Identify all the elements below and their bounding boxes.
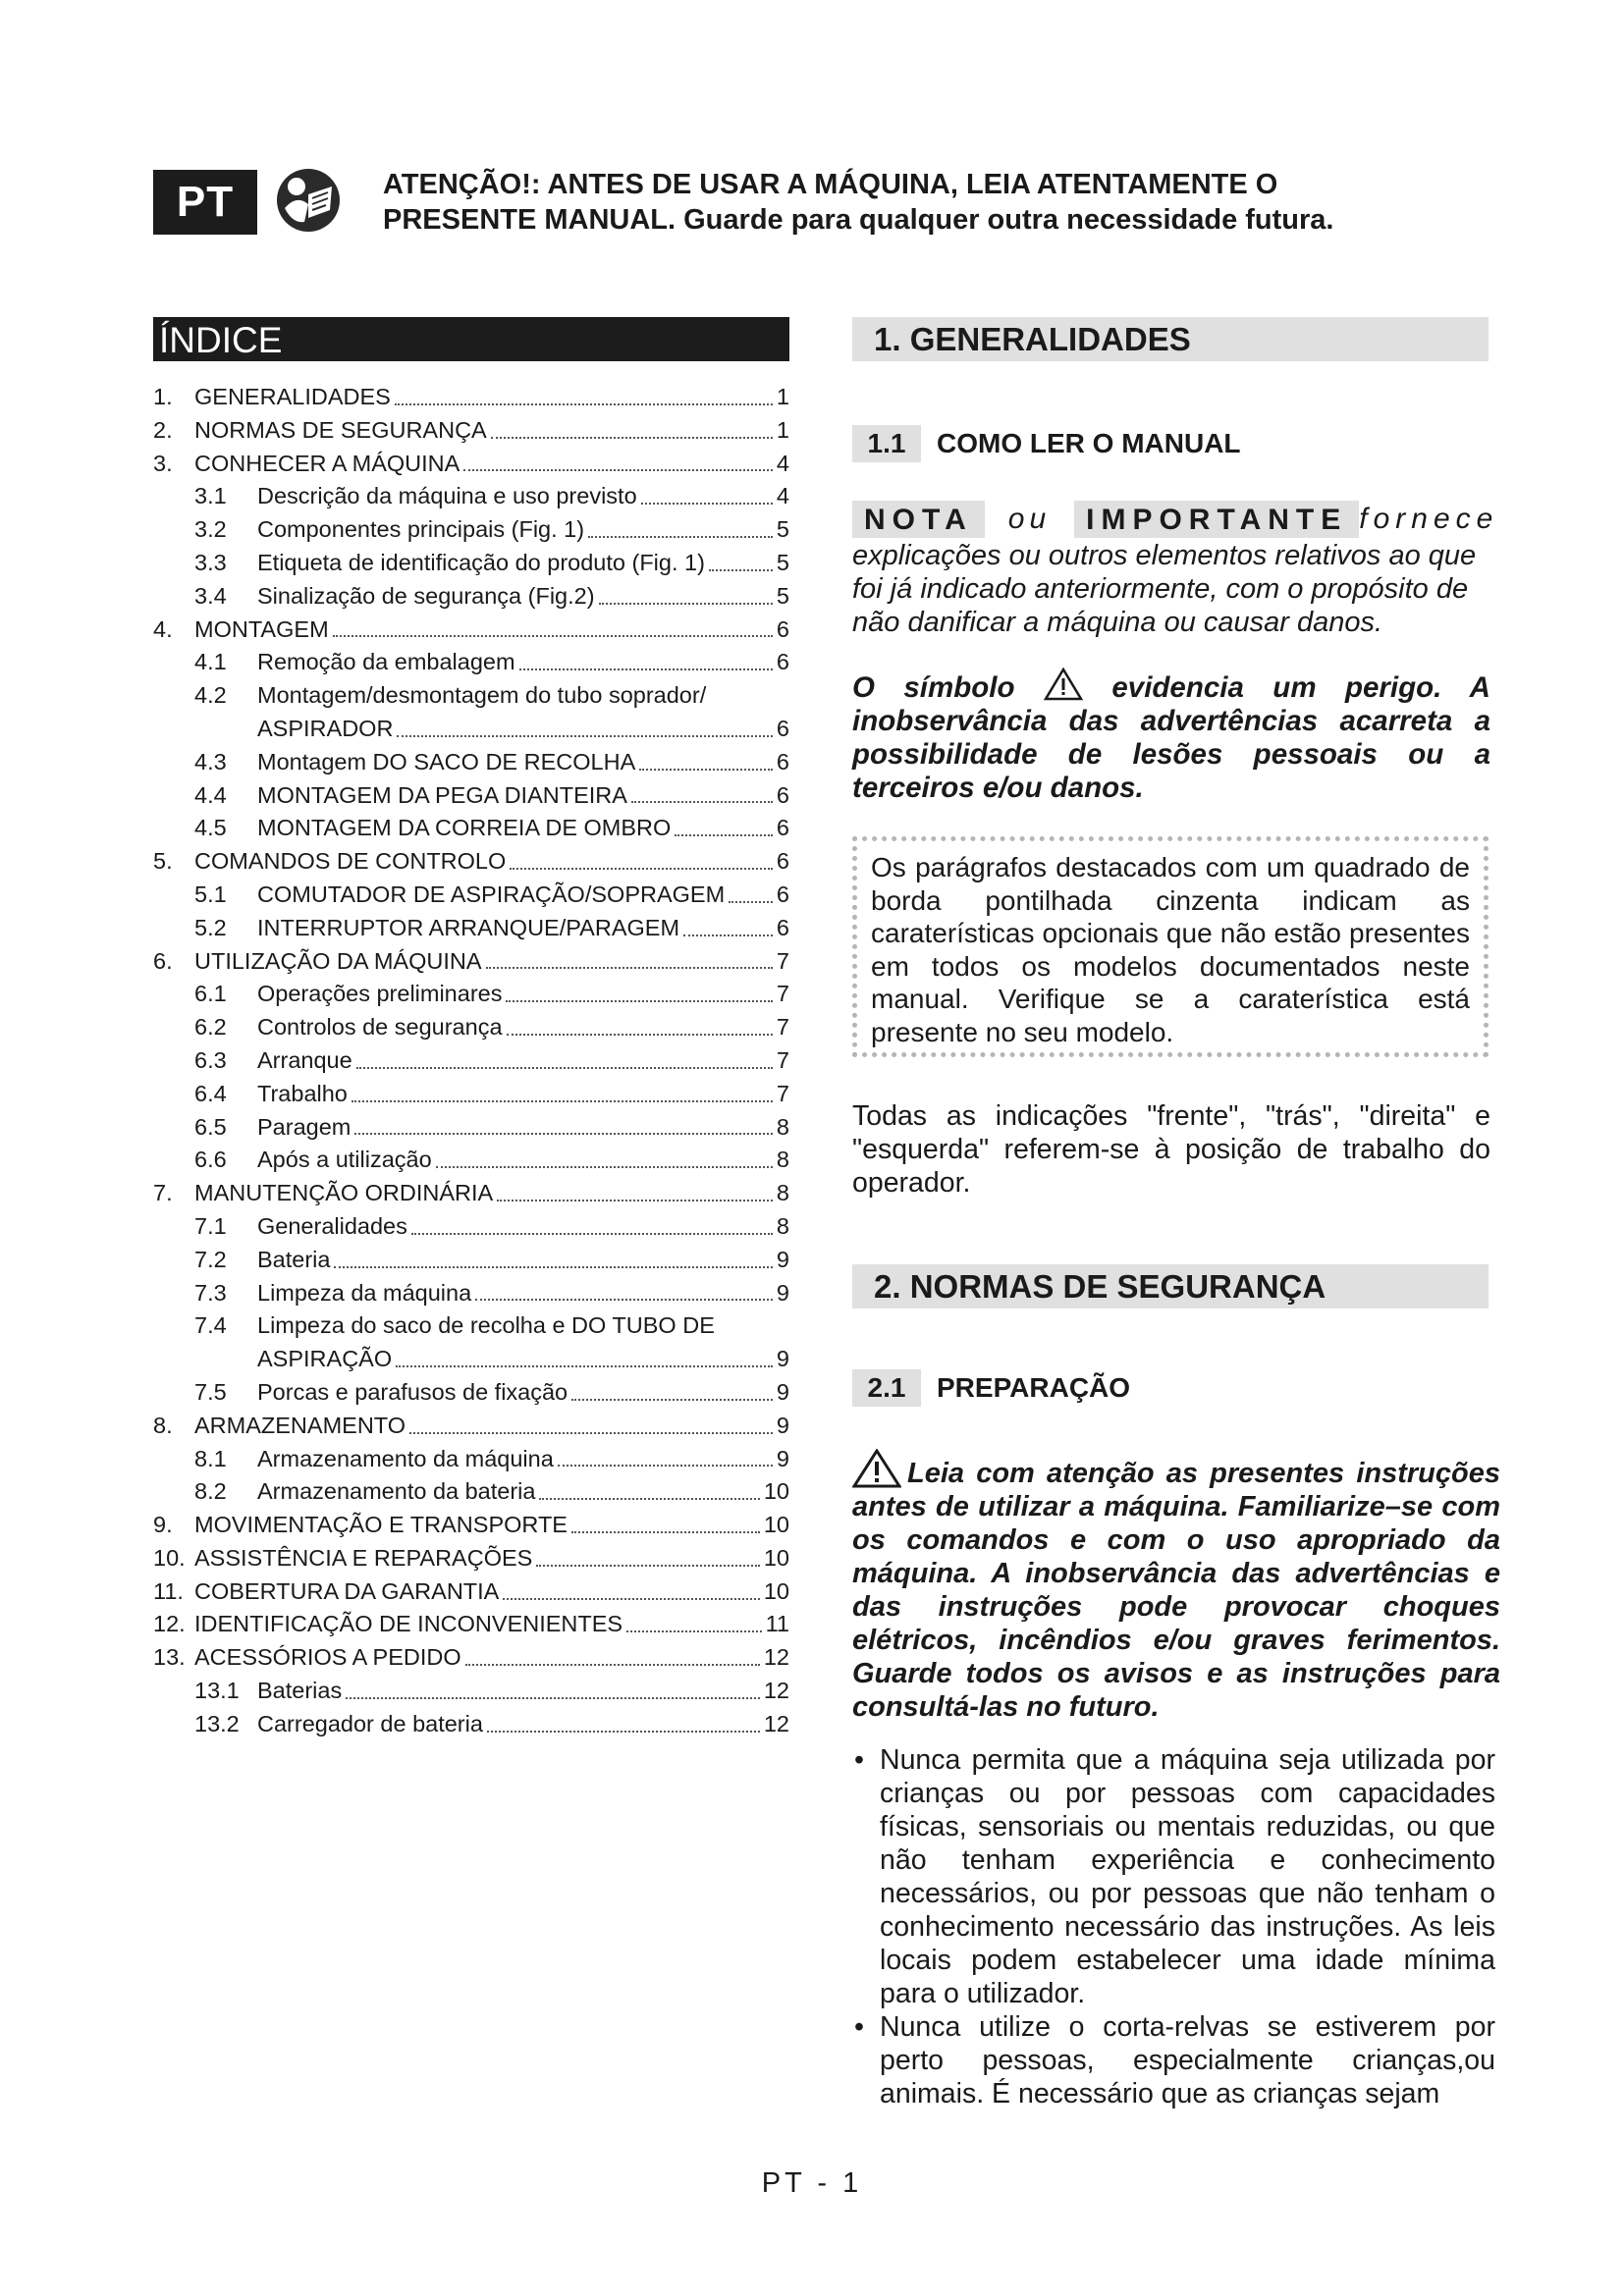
toc-entry[interactable] [153,1675,789,1708]
toc-entry-number: 6.3 [194,1046,227,1073]
danger-text-before: O símbolo [852,671,1015,704]
toc-entry-page: 6 [776,848,789,875]
toc-dot-leader [683,913,773,936]
toc-entry-page: 7 [776,981,789,1007]
toc-dot-leader [729,880,773,903]
toc-entry-title: COBERTURA DA GARANTIA [194,1577,500,1604]
toc-entry-page: 10 [763,1544,789,1571]
toc-entry-page: 11 [765,1611,789,1637]
note-label-line [852,500,1499,539]
header-warning-line1: ATENÇÃO!: ANTES DE USAR A MÁQUINA, LEIA ATENTAMENTE O [383,169,1278,200]
toc-entry[interactable] [153,1475,789,1509]
toc-entry-page: 12 [763,1644,789,1671]
toc-dot-leader [539,1476,759,1500]
toc-entry[interactable] [153,1443,789,1476]
toc-entry-title: Etiqueta de identificação do produto (Fig. 1) [257,549,705,575]
toc-entry[interactable] [153,1078,789,1111]
toc-entry[interactable] [153,679,789,713]
toc-entry[interactable] [153,845,789,879]
toc-dot-leader [409,1411,773,1434]
importante-label: IMPORTANTE [1074,501,1359,538]
toc-entry-number: 6.4 [194,1080,227,1106]
toc-entry-title: Descrição da máquina e uso previsto [257,483,637,509]
toc-entry-title: Remoção da embalagem [257,649,515,675]
language-badge: PT [153,170,257,235]
toc-entry-number: 11. [153,1577,184,1604]
toc-entry-title: ARMAZENAMENTO [194,1412,406,1438]
toc-entry-title: ACESSÓRIOS A PEDIDO [194,1644,461,1671]
toc-entry-page: 6 [776,781,789,808]
toc-entry[interactable] [153,1509,789,1542]
header-warning-line2: PRESENTE MANUAL. Guarde para qualquer outra necessidade futura. [383,204,1334,236]
toc-entry-number: 5.1 [194,881,227,907]
toc-entry-title: Após a utilização [257,1147,432,1173]
toc-dot-leader [507,1012,773,1036]
list-item: • Nunca permita que a máquina seja utilizada por crianças ou por pessoas com capacidades físicas, sensoriais ou mentais reduzidas, ou que não tenham experiência e conhecimento necessários, ou por pessoas que não tenham o conhecimento necessário das instruções. As leis locais podem estabelecer uma idade mínima para o utilizador. [852,1743,1495,2010]
toc-entry-page: 7 [776,1046,789,1073]
toc-entry-title: MOVIMENTAÇÃO E TRANSPORTE [194,1512,568,1538]
toc-entry-title: MONTAGEM DA PEGA DIANTEIRA [257,781,627,808]
toc-entry-number: 7.2 [194,1246,227,1272]
note-explanation: explicações ou outros elementos relativos ao que foi já indicado anteriormente, com o propósito de não danificar a máquina ou causar danos. [852,540,1477,638]
toc-entry-title: Componentes principais (Fig. 1) [257,516,585,543]
toc-entry-page: 7 [776,1014,789,1041]
toc-entry-page: 10 [763,1577,789,1604]
toc-entry[interactable] [153,1144,789,1177]
toc-dot-leader [354,1111,773,1135]
toc-entry-title: UTILIZAÇÃO DA MÁQUINA [194,947,482,974]
toc-entry-number: 8.1 [194,1445,227,1471]
toc-dot-leader [475,1277,773,1301]
toc-entry-title: Limpeza da máquina [257,1279,472,1306]
toc-entry-page: 9 [776,1346,789,1372]
toc-entry-page: 6 [776,715,789,741]
toc-dot-leader [506,979,772,1002]
toc-entry-number: 6.1 [194,981,227,1007]
toc-entry[interactable] [153,1410,789,1443]
toc-dot-leader [395,382,773,405]
toc-entry[interactable] [153,1575,789,1609]
toc-entry-number: 3.4 [194,582,227,609]
toc-entry-number: 7.5 [194,1378,227,1405]
subsection-number: 2.1 [852,1369,921,1407]
toc-entry-page: 9 [776,1378,789,1405]
toc-entry-title: Operações preliminares [257,981,503,1007]
toc-entry-title: Sinalização de segurança (Fig.2) [257,582,595,609]
toc-dot-leader [510,846,773,870]
toc-entry-title: MONTAGEM [194,615,329,642]
toc-dot-leader [356,1045,773,1069]
toc-entry-title: MANUTENÇÃO ORDINÁRIA [194,1180,494,1206]
toc-dot-leader [333,614,773,637]
toc-dot-leader [631,779,773,803]
danger-symbol-paragraph [852,667,1490,805]
optional-features-box: Os parágrafos destacados com um quadrado de borda pontilhada cinzenta indicam as caraterísticas opcionais que não estão presentes em todos os modelos documentados neste manual. Verifique se a caraterística está presente no seu modelo. [852,836,1489,1057]
toc-entry[interactable] [153,1044,789,1078]
toc-dot-leader [536,1543,760,1567]
toc-dot-leader [626,1609,761,1632]
toc-entry-number: 13. [153,1644,186,1671]
toc-entry-page: 1 [776,384,789,409]
toc-entry-title: INTERRUPTOR ARRANQUE/PARAGEM [257,914,680,940]
toc-dot-leader [571,1377,773,1401]
section-1-heading: 1. GENERALIDADES [852,317,1489,361]
position-explanation: Todas as indicações "frente", "trás", "direita" e "esquerda" referem-se à posição de trabalho do operador. [852,1100,1490,1199]
toc-entry-title: Bateria [257,1246,331,1272]
toc-entry-title: Montagem/desmontagem do tubo soprador/ [257,682,707,709]
toc-entry-page: 6 [776,649,789,675]
toc-entry-number: 6.2 [194,1014,227,1041]
toc-entry-number: 7.3 [194,1279,227,1306]
page-number: PT - 1 [761,2167,863,2199]
toc-dot-leader [487,1709,760,1733]
toc-entry-title: GENERALIDADES [194,384,391,409]
toc-entry-number: 8.2 [194,1478,227,1505]
toc-dot-leader [463,448,773,471]
list-item: • Nunca utilize o corta-relvas se estiverem por perto pessoas, especialmente crianças,ou animais. É necessário que as crianças sejam [852,2010,1495,2110]
toc-entry-title: Trabalho [257,1080,348,1106]
toc-dot-leader [396,1344,773,1367]
toc-dot-leader [709,548,773,571]
toc-entry-page: 1 [776,416,789,443]
toc-entry-page: 8 [776,1147,789,1173]
subsection-title: COMO LER O MANUAL [937,428,1241,458]
toc-list [153,381,789,1741]
danger-text-after: evidencia um perigo. A inobservância das advertências acarreta a possibilidade de lesões pessoais ou a terceiros e/ou danos. [852,671,1490,804]
toc-entry-page: 12 [763,1710,789,1736]
toc-entry[interactable] [153,812,789,845]
toc-entry[interactable] [153,1244,789,1277]
section-2-heading: 2. NORMAS DE SEGURANÇA [852,1264,1489,1308]
toc-entry-number: 10. [153,1544,186,1571]
toc-entry-title: Baterias [257,1678,343,1704]
toc-entry-page: 5 [776,549,789,575]
toc-entry[interactable] [153,912,789,945]
subsection-2-1-heading [852,1368,1130,1408]
toc-entry-title: ASPIRADOR [257,715,394,741]
toc-entry[interactable] [153,1542,789,1575]
toc-entry-number: 9. [153,1512,173,1538]
toc-entry-number: 4. [153,615,173,642]
toc-entry-number: 5.2 [194,914,227,940]
toc-dot-leader [519,647,773,670]
toc-entry-title: CONHECER A MÁQUINA [194,450,460,476]
toc-entry[interactable] [153,1343,789,1376]
toc-dot-leader [352,1079,773,1102]
toc-dot-leader [411,1211,773,1235]
toc-entry-page: 5 [776,582,789,609]
toc-entry-number: 8. [153,1412,173,1438]
toc-entry[interactable] [153,1177,789,1210]
toc-entry-number: 1. [153,384,173,409]
toc-entry-page: 8 [776,1212,789,1239]
toc-entry[interactable] [153,646,789,679]
toc-entry[interactable] [153,1376,789,1410]
toc-entry[interactable] [153,978,789,1011]
toc-entry-number: 3.1 [194,483,227,509]
toc-entry-title: Paragem [257,1113,352,1140]
toc-entry-number: 4.3 [194,748,227,774]
toc-entry[interactable] [153,713,789,746]
toc-entry-page: 8 [776,1180,789,1206]
toc-entry[interactable] [153,1608,789,1641]
toc-entry[interactable] [153,513,789,547]
toc-entry-title: Armazenamento da máquina [257,1445,554,1471]
note-or-word: ou [1007,503,1052,535]
toc-entry-page: 6 [776,914,789,940]
toc-dot-leader [397,714,773,737]
toc-entry-title: Controlos de segurança [257,1014,503,1041]
toc-heading: ÍNDICE [153,317,789,361]
toc-entry[interactable] [153,879,789,912]
toc-entry-title: Limpeza do saco de recolha e DO TUBO DE [257,1312,715,1339]
toc-entry[interactable] [153,1309,789,1343]
toc-entry-number: 6. [153,947,173,974]
toc-entry[interactable] [153,1111,789,1145]
toc-entry-page: 6 [776,748,789,774]
toc-entry-page: 9 [776,1246,789,1272]
toc-entry-number: 6.5 [194,1113,227,1140]
toc-dot-leader [465,1642,760,1666]
toc-entry[interactable] [153,547,789,580]
toc-entry-title: NORMAS DE SEGURANÇA [194,416,487,443]
note-fornece-word: fornece [1359,503,1499,535]
toc-entry-number: 6.6 [194,1147,227,1173]
toc-entry[interactable] [153,381,789,414]
toc-entry-page: 5 [776,516,789,543]
toc-entry-title: Montagem DO SACO DE RECOLHA [257,748,636,774]
read-manual-icon [275,165,342,236]
warning-triangle-icon [1044,667,1083,701]
toc-entry[interactable] [153,1011,789,1044]
toc-entry-title: COMUTADOR DE ASPIRAÇÃO/SOPRAGEM [257,881,726,907]
toc-entry-number: 2. [153,416,173,443]
toc-entry-page: 6 [776,815,789,841]
toc-dot-leader [558,1443,773,1467]
toc-entry[interactable] [153,779,789,813]
toc-entry-number: 13.1 [194,1678,240,1704]
toc-entry-page: 10 [763,1512,789,1538]
toc-dot-leader [503,1576,760,1600]
toc-entry-page: 4 [776,483,789,509]
toc-entry[interactable] [153,480,789,513]
subsection-number: 1.1 [852,425,921,462]
toc-entry[interactable] [153,1210,789,1244]
toc-dot-leader [491,415,773,439]
toc-entry-title: Arranque [257,1046,352,1073]
toc-entry-number: 4.4 [194,781,227,808]
toc-entry[interactable] [153,1277,789,1310]
toc-entry[interactable] [153,746,789,779]
toc-entry-title: Armazenamento da bateria [257,1478,536,1505]
toc-entry-title: ASPIRAÇÃO [257,1346,393,1372]
header-warning [383,167,1512,238]
safety-warning-text: Leia com atenção as presentes instruções antes de utilizar a máquina. Familiarize–se com os comandos e com o uso apropriado da máquina. A inobservância das advertências e das instruções pode provocar choques elétricos, incêndios e/ou graves ferimentos. Guarde todos os avisos e as instruções para consultá-las no futuro. [852,1458,1500,1723]
toc-dot-leader [486,945,773,969]
toc-entry-page: 12 [763,1678,789,1704]
toc-entry-number: 3. [153,450,173,476]
toc-entry-number: 5. [153,848,173,875]
toc-entry[interactable] [153,945,789,979]
toc-entry-title: MONTAGEM DA CORREIA DE OMBRO [257,815,672,841]
toc-entry-number: 7. [153,1180,173,1206]
toc-entry-number: 12. [153,1611,186,1637]
toc-entry-page: 10 [763,1478,789,1505]
toc-dot-leader [436,1145,773,1168]
toc-entry-page: 6 [776,881,789,907]
toc-entry-title: Generalidades [257,1212,407,1239]
toc-entry-page: 7 [776,947,789,974]
toc-entry-number: 4.1 [194,649,227,675]
toc-entry-number: 3.3 [194,549,227,575]
toc-entry-page: 8 [776,1113,789,1140]
toc-entry-number: 13.2 [194,1710,240,1736]
toc-dot-leader [675,813,773,836]
toc-entry[interactable] [153,614,789,647]
toc-entry-number: 7.1 [194,1212,227,1239]
toc-entry[interactable] [153,580,789,614]
subsection-1-1-heading [852,424,1241,463]
toc-dot-leader [334,1245,772,1268]
subsection-title: PREPARAÇÃO [937,1372,1131,1403]
safety-warning-paragraph [852,1449,1500,1724]
toc-entry-title: Carregador de bateria [257,1710,483,1736]
toc-entry-number: 7.4 [194,1312,227,1339]
toc-dot-leader [497,1178,773,1201]
toc-entry-number: 4.2 [194,682,227,709]
toc-entry-page: 9 [776,1412,789,1438]
toc-entry[interactable] [153,414,789,448]
warning-triangle-icon [852,1449,901,1488]
toc-entry[interactable] [153,448,789,481]
toc-dot-leader [599,581,773,605]
toc-entry-number: 4.5 [194,815,227,841]
toc-entry-title: ASSISTÊNCIA E REPARAÇÕES [194,1544,533,1571]
toc-entry-page: 4 [776,450,789,476]
toc-entry[interactable] [153,1641,789,1675]
toc-dot-leader [346,1676,760,1699]
toc-entry-title: Porcas e parafusos de fixação [257,1378,568,1405]
toc-dot-leader [571,1510,760,1533]
toc-entry-title: IDENTIFICAÇÃO DE INCONVENIENTES [194,1611,623,1637]
toc-entry-title: COMANDOS DE CONTROLO [194,848,507,875]
toc-entry-page: 9 [776,1445,789,1471]
toc-entry-page: 7 [776,1080,789,1106]
toc-entry-page: 9 [776,1279,789,1306]
toc-dot-leader [639,747,773,771]
toc-entry-number: 3.2 [194,516,227,543]
nota-label: NOTA [852,501,985,538]
toc-dot-leader [588,514,773,538]
toc-entry[interactable] [153,1708,789,1741]
toc-dot-leader [641,481,773,505]
safety-bullet-list [852,1743,1495,2110]
toc-entry-page: 6 [776,615,789,642]
